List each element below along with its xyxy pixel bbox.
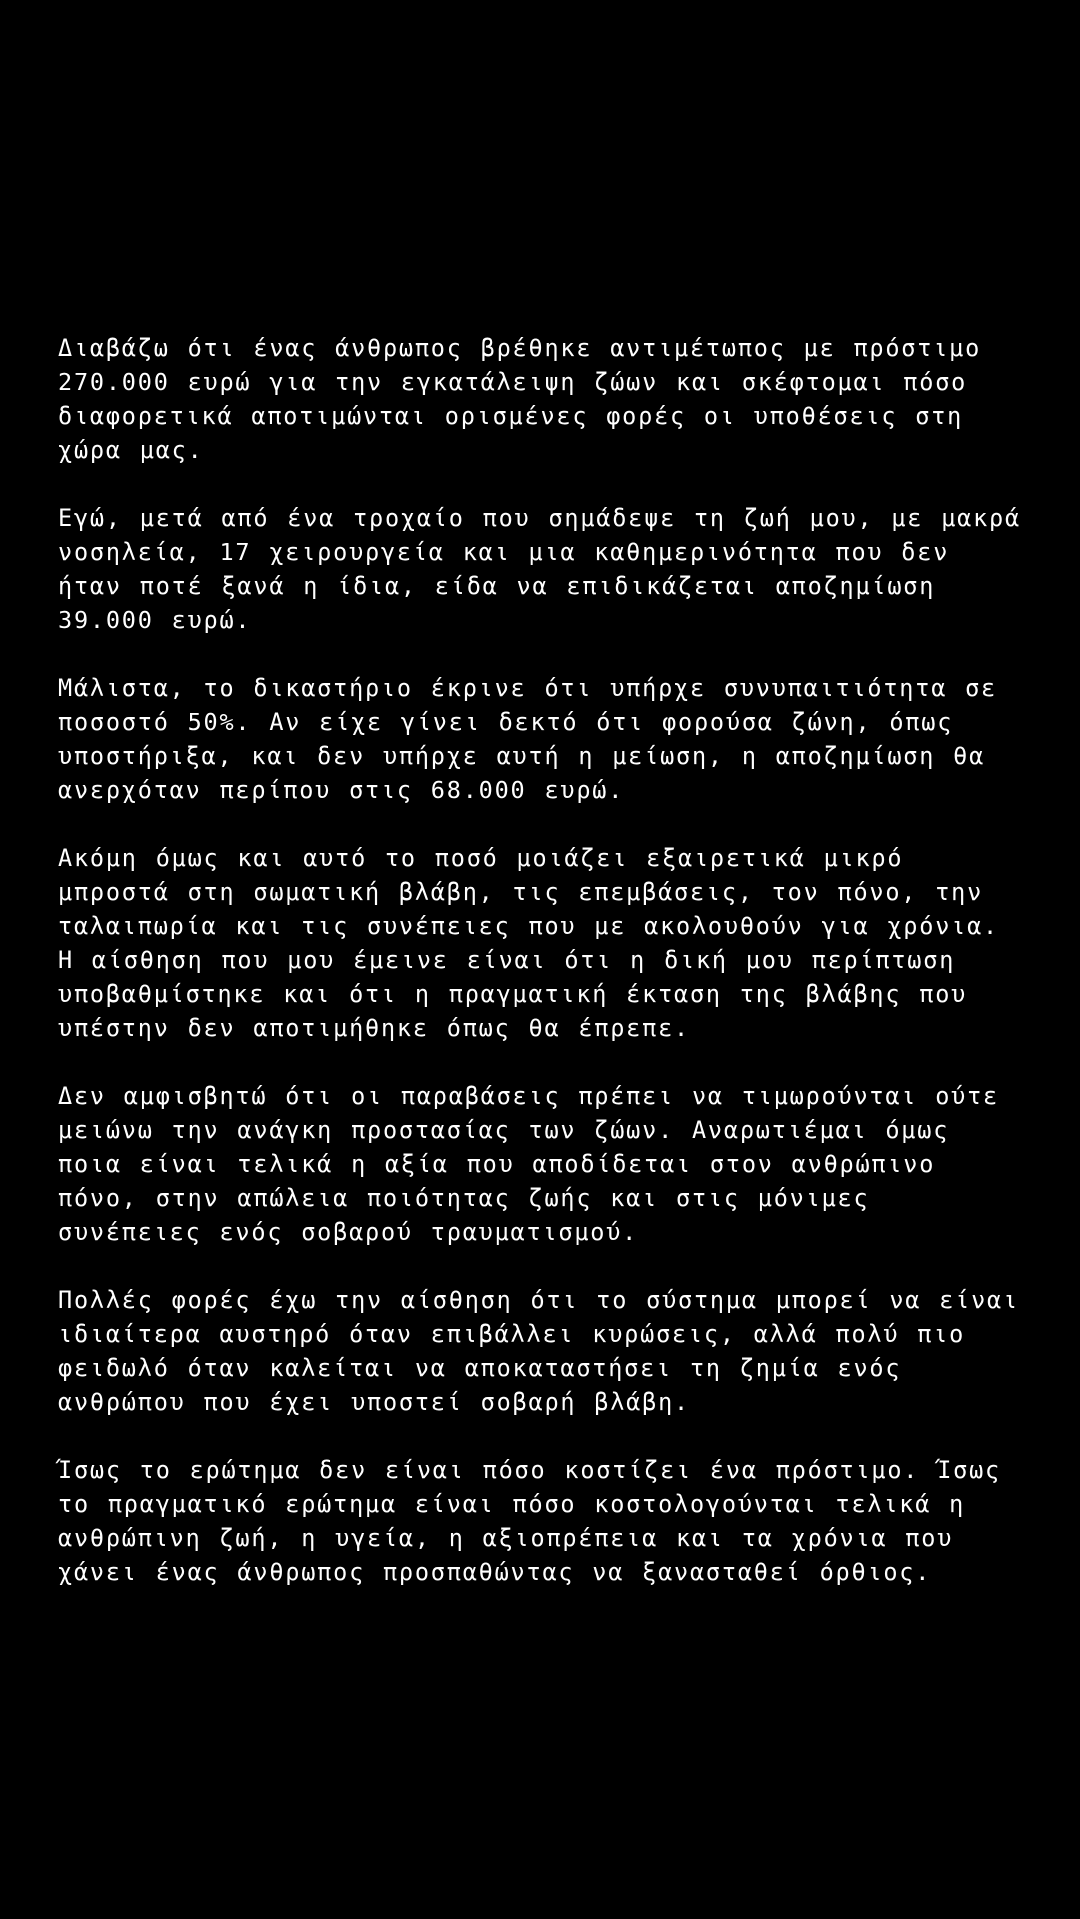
paragraph-1: Διαβάζω ότι ένας άνθρωπος βρέθηκε αντιμέτωπος με πρόστιμο 270.000 ευρώ για την εγκατάλειψη ζώων και σκέφτομαι πόσο διαφορετικά αποτιμώνται ορισμένες φορές οι υποθέσεις στη χώρα μας. [58, 334, 982, 464]
paragraph-5: Δεν αμφισβητώ ότι οι παραβάσεις πρέπει να τιμωρούνται ούτε μειώνω την ανάγκη προστασίας των ζώων. Αναρωτιέμαι όμως ποια είναι τελικά η αξία που αποδίδεται στον ανθρώπινο πόνο, στην απώλεια ποιότητας ζωής και στις μόνιμες συνέπειες ενός σοβαρού τραυματισμού. [58, 1082, 999, 1246]
paragraph-4: Ακόμη όμως και αυτό το ποσό μοιάζει εξαιρετικά μικρό μπροστά στη σωματική βλάβη, τις επεμβάσεις, τον πόνο, την ταλαιπωρία και τις συνέπειες που με ακολουθούν για χρόνια. Η αίσθηση που μου έμεινε είναι ότι η δική μου περίπτωση υποβαθμίστηκε και ότι η πραγματική έκταση της βλάβης που υπέστην δεν αποτιμήθηκε όπως θα έπρεπε. [58, 844, 999, 1042]
paragraph-2: Εγώ, μετά από ένα τροχαίο που σημάδεψε τη ζωή μου, με μακρά νοσηλεία, 17 χειρουργεία και μια καθημερινότητα που δεν ήταν ποτέ ξανά η ίδια, είδα να επιδικάζεται αποζημίωση 39.000 ευρώ. [58, 504, 1021, 634]
paragraph-3: Μάλιστα, το δικαστήριο έκρινε ότι υπήρχε συνυπαιτιότητα σε ποσοστό 50%. Αν είχε γίνει δεκτό ότι φορούσα ζώνη, όπως υποστήριξα, και δεν υπήρχε αυτή η μείωση, η αποζημίωση θα ανερχόταν περίπου στις 68.000 ευρώ. [58, 674, 997, 804]
paragraph-7: Ίσως το ερώτημα δεν είναι πόσο κοστίζει ένα πρόστιμο. Ίσως το πραγματικό ερώτημα είναι πόσο κοστολογούνται τελικά η ανθρώπινη ζωή, η υγεία, η αξιοπρέπεια και τα χρόνια που χάνει ένας άνθρωπος προσπαθώντας να ξανασταθεί όρθιος. [58, 1456, 1001, 1586]
paragraph-6: Πολλές φορές έχω την αίσθηση ότι το σύστημα μπορεί να είναι ιδιαίτερα αυστηρό όταν επιβάλλει κυρώσεις, αλλά πολύ πιο φειδωλό όταν καλείται να αποκαταστήσει τη ζημία ενός ανθρώπου που έχει υποστεί σοβαρή βλάβη. [58, 1286, 1019, 1416]
story-text-block [58, 331, 1028, 1589]
